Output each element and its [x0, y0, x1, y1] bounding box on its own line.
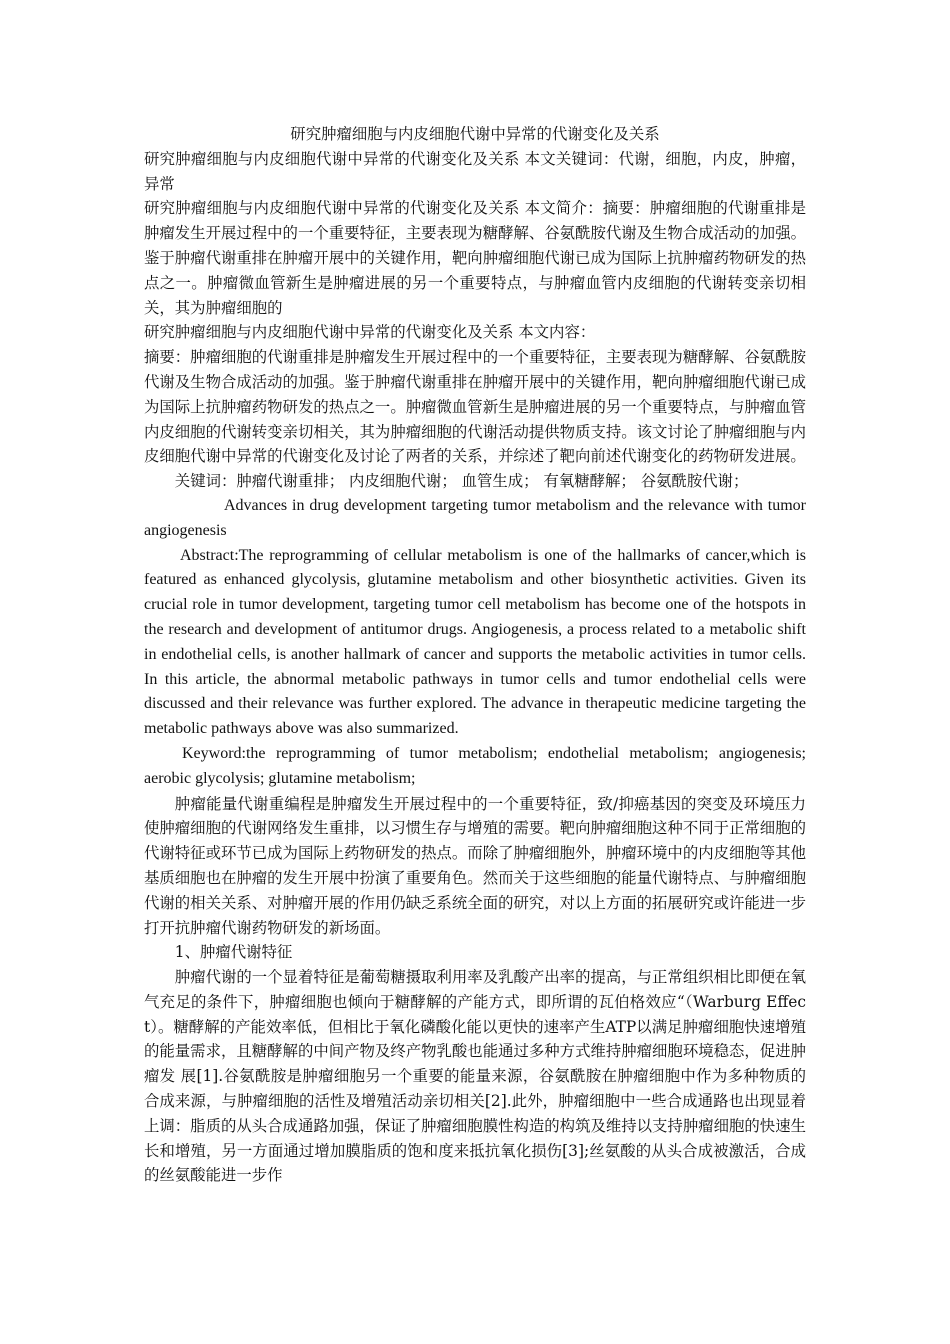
body-paragraph-2: 肿瘤代谢的一个显着特征是葡萄糖摄取利用率及乳酸产出率的提高，与正常组织相比即便在氧气充足的条件下，肿瘤细胞也倾向于糖酵解的产能方式，即所谓的瓦伯格效应“（Warburg Effect）。糖酵解的产能效率低，但相比于氧化磷酸化能以更快的速率产生ATP以满足肿瘤细胞快速增殖的能量需求，且糖酵解的中间产物及终产物乳酸也能通过多种方式维持肿瘤细胞环境稳态，促进肿瘤发 展[1].谷氨酰胺是肿瘤细胞另一个重要的能量来源，谷氨酰胺在肿瘤细胞中作为多种物质的合成来源，与肿瘤细胞的活性及增殖活动亲切相关[2].此外，肿瘤细胞中一些合成通路也出现显着上调：脂质的从头合成通路加强，保证了肿瘤细胞膜性构造的构筑及维持以支持肿瘤细胞的快速生长和增殖，另一方面通过增加膜脂质的饱和度来抵抗氧化损伤[3];丝氨酸的从头合成被激活，合成的丝氨酸能进一步作: [144, 968, 806, 1185]
document-title: 研究肿瘤细胞与内皮细胞代谢中异常的代谢变化及关系: [290, 125, 660, 143]
document-page: [144, 122, 806, 1188]
body-paragraph-1: 肿瘤能量代谢重编程是肿瘤发生开展过程中的一个重要特征，致/抑癌基因的突变及环境压力使肿瘤细胞的代谢网络发生重排，以习惯生存与增殖的需要。靶向肿瘤细胞这种不同于正常细胞的代谢特征或环节已成为国际上药物研发的热点。而除了肿瘤细胞外，肿瘤环境中的内皮细胞等其他基质细胞也在肿瘤的发生开展中扮演了重要角色。然而关于这些细胞的能量代谢特点、与肿瘤细胞代谢的相关关系、对肿瘤开展的作用仍缺乏系统全面的研究，对以上方面的拓展研究或许能进一步打开抗肿瘤代谢药物研发的新场面。: [144, 794, 806, 937]
keywords-line: 研究肿瘤细胞与内皮细胞代谢中异常的代谢变化及关系 本文关键词：代谢，细胞，内皮，肿瘤，异常: [144, 149, 806, 193]
english-title: Advances in drug development targeting tumor metabolism and the relevance with tumor angiogenesis: [144, 496, 806, 539]
abstract-cn: 摘要：肿瘤细胞的代谢重排是肿瘤发生开展过程中的一个重要特征，主要表现为糖酵解、谷氨酰胺代谢及生物合成活动的加强。鉴于肿瘤代谢重排在肿瘤开展中的关键作用，靶向肿瘤细胞代谢已成为国际上抗肿瘤药物研发的热点之一。肿瘤微血管新生是肿瘤进展的另一个重要特点，与肿瘤血管内皮细胞的代谢转变亲切相关，其为肿瘤细胞的代谢活动提供物质支持。该文讨论了肿瘤细胞与内皮细胞代谢中异常的代谢变化及讨论了两者的关系，并综述了靶向前述代谢变化的药物研发进展。: [144, 348, 806, 466]
content-heading: 研究肿瘤细胞与内皮细胞代谢中异常的代谢变化及关系 本文内容：: [144, 323, 596, 342]
keywords-cn: 关键词：肿瘤代谢重排； 内皮细胞代谢； 血管生成； 有氧糖酵解； 谷氨酰胺代谢；: [174, 472, 749, 491]
section-heading-1: 1、肿瘤代谢特征: [174, 943, 293, 962]
abstract-en: Abstract:The reprogramming of cellular metabolism is one of the hallmarks of cancer,which is featured as enhanced glycolysis, glutamine metabolism and other biosynthetic activities. Given its crucial role in tumor development, targeting tumor cell metabolism has become one of the hotspots in the research and development of antitumor drugs. Angiogenesis, a process related to a metabolic shift in endothelial cells, is another hallmark of cancer and supports the metabolic activities in tumor cells. In this article, the abnormal metabolic pathways in tumor cells and tumor endothelial cells were discussed and their relevance was further explored. The advance in therapeutic medicine targeting the metabolic pathways above was also summarized.: [144, 546, 806, 738]
keyword-en: Keyword:the reprogramming of tumor metabolism; endothelial metabolism; angiogenesis; aerobic glycolysis; glutamine metabolism;: [144, 744, 806, 787]
intro-paragraph: 研究肿瘤细胞与内皮细胞代谢中异常的代谢变化及关系 本文简介：摘要：肿瘤细胞的代谢重排是肿瘤发生开展过程中的一个重要特征，主要表现为糖酵解、谷氨酰胺代谢及生物合成活动的加强。鉴于肿瘤代谢重排在肿瘤开展中的关键作用，靶向肿瘤细胞代谢已成为国际上抗肿瘤药物研发的热点之一。肿瘤微血管新生是肿瘤进展的另一个重要特点，与肿瘤血管内皮细胞的代谢转变亲切相关，其为肿瘤细胞的: [144, 199, 806, 317]
